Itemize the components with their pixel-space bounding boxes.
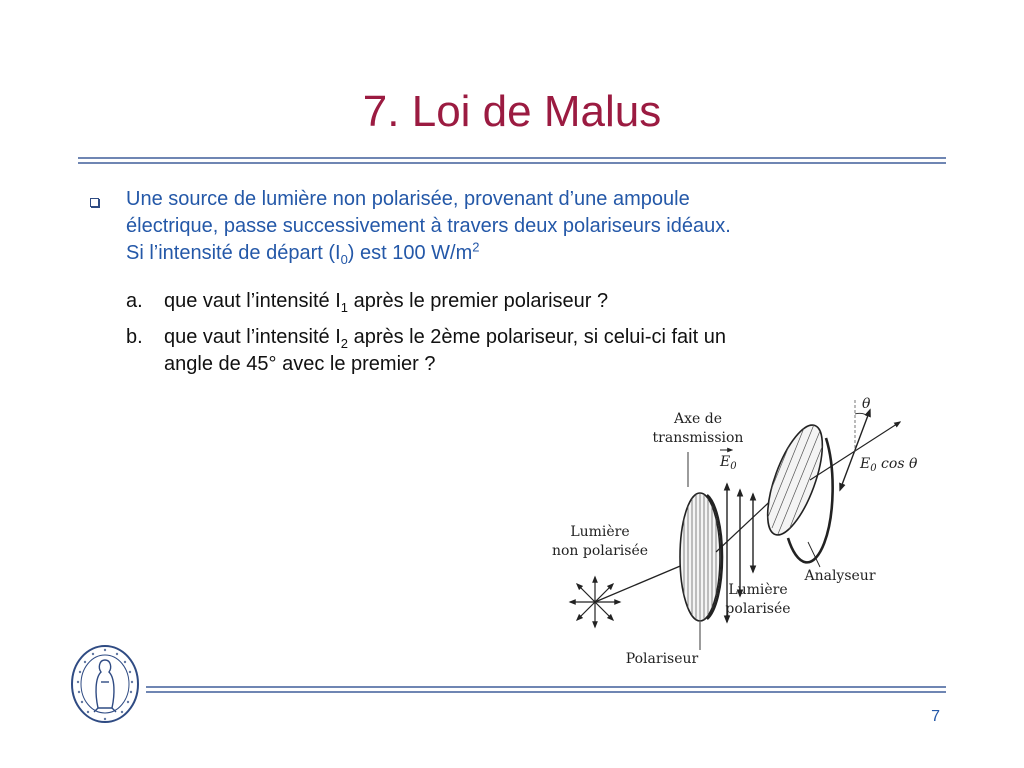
label-axe-de: Axe de (674, 411, 722, 427)
intro-line-1: Une source de lumière non polarisée, provenant d’une ampoule (126, 188, 690, 210)
polariseur-disk (680, 487, 722, 627)
intro-line-3: Si l’intensité de départ $(I_0)$ est 100 $W/m^2$ (126, 239, 480, 267)
slide-title: 7. Loi de Malus (362, 87, 662, 136)
label-lumiere-polarisee-1: Lumière (728, 582, 788, 598)
intro-paragraph (126, 186, 916, 267)
label-transmission: transmission (652, 430, 744, 446)
question-b-label: b. (126, 326, 143, 348)
label-lumiere-polarisee-2: polarisée (725, 601, 791, 617)
label-analyseur: Analyseur (804, 568, 876, 584)
question-a-text: que vaut l’intensité $I_1$ après le premier polariseur ? (164, 290, 609, 315)
question-a (126, 288, 926, 318)
analyseur-disk (755, 412, 840, 562)
question-b (126, 324, 926, 384)
bullet-square-icon (90, 198, 99, 207)
malus-diagram (540, 392, 960, 682)
label-lumiere-non-polarisee-2: non polarisée (551, 543, 649, 559)
question-b-text: que vaut l’intensité $I_2$ après le 2ème polariseur, si celui-ci fait un angle de 45° avec le premier ? (164, 326, 726, 375)
page-number: 7 (931, 708, 940, 725)
question-a-label: a. (126, 290, 143, 312)
intro-line-2: électrique, passe successivement à travers deux polariseurs idéaux. (126, 215, 731, 237)
university-seal-icon (68, 642, 142, 726)
label-lumiere-non-polarisee-1: Lumière (570, 524, 630, 540)
label-e0: $E_0$ (720, 454, 737, 472)
label-polariseur: Polariseur (625, 651, 699, 667)
label-e0-cos-theta: $E_0$ cos θ (860, 456, 918, 474)
label-theta: θ (862, 396, 871, 412)
